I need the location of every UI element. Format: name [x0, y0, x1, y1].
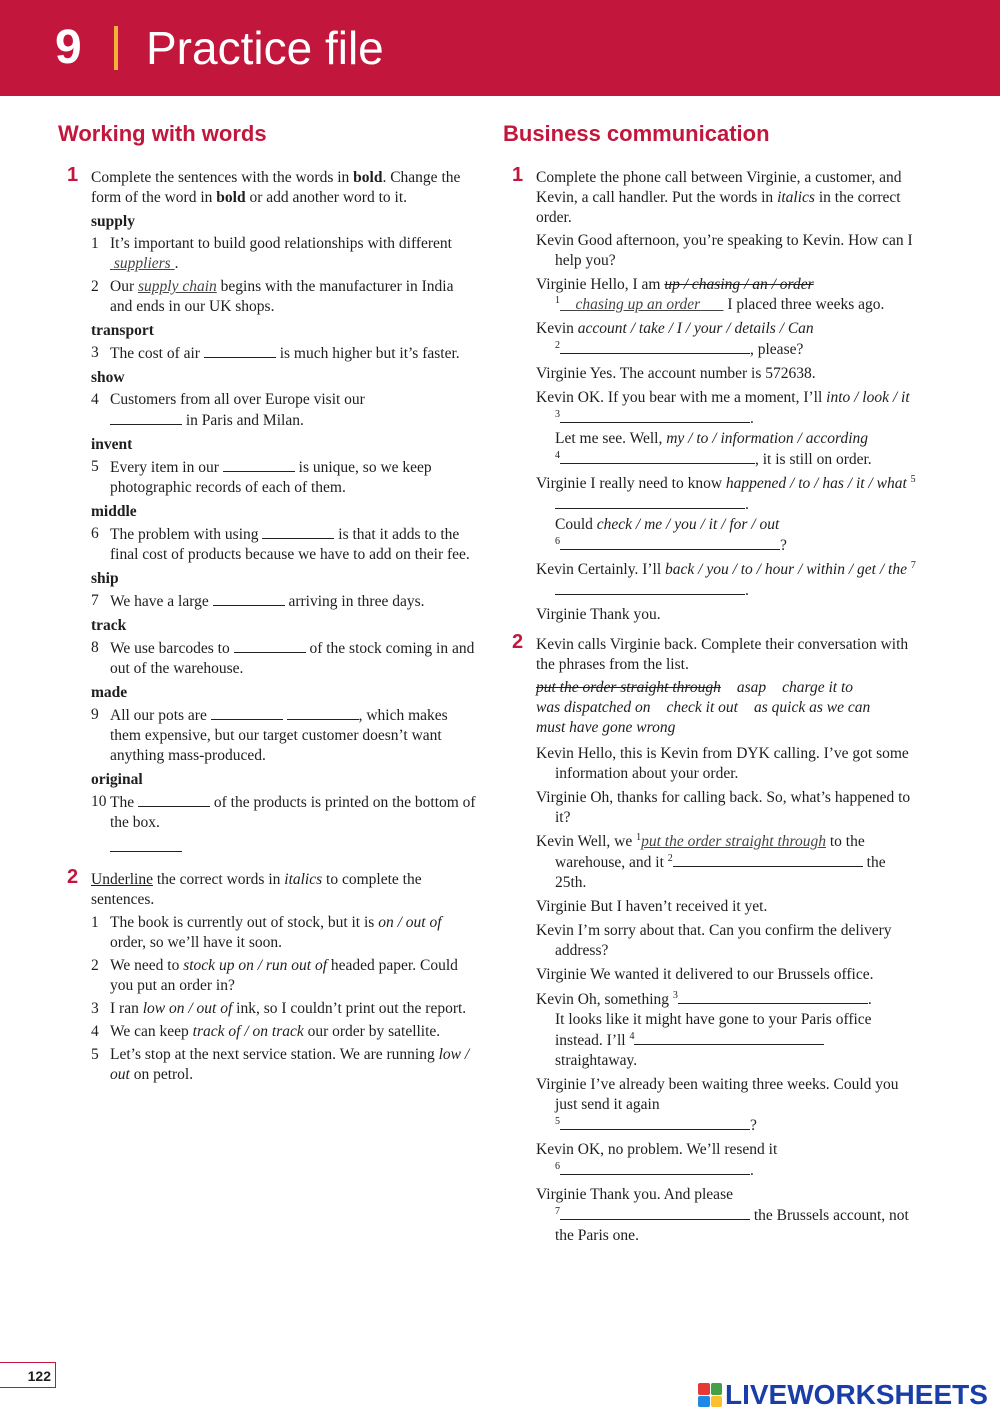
liveworksheets-logo [698, 1380, 988, 1410]
dialogue-line: Virginie I’ve already been waiting three weeks. Could you just send it again $^5$ ? [536, 1076, 899, 1134]
list-item: 1 The book is currently out of stock, but it is on / out of order, so we’ll have it soon. [91, 914, 442, 951]
list-item: 9 All our pots are , which makes them expensive, but our target customer doesn’t want anything mass-produced. [91, 706, 448, 764]
dialogue-line: Kevin OK, no problem. We’ll resend it $^6$ . [536, 1141, 778, 1179]
dialogue-line: Kevin Good afternoon, you’re speaking to Kevin. How can I help you? [536, 232, 913, 269]
phrase-list: put the order straight through asap charge it to was dispatched on check it out as quick as we can must have gone wrong [536, 679, 871, 736]
keyword: supply [91, 213, 135, 230]
right-column [503, 118, 918, 1252]
list-item: 7 We have a large arriving in three days. [91, 592, 425, 610]
option-choice[interactable]: on / out of [378, 914, 442, 931]
keyword: track [91, 617, 127, 634]
list-item: 2 We need to stock up on / run out of headed paper. Could you put an order in? [91, 957, 458, 994]
list-item: 4 Customers from all over Europe visit our in Paris and Milan. [91, 391, 365, 429]
list-item: 10 The of the products is printed on the bottom of the box. [91, 793, 476, 831]
answer-blank[interactable] [211, 705, 283, 720]
answer-field[interactable]: supply chain [137, 278, 217, 295]
dialogue-line: Virginie We wanted it delivered to our Brussels office. [536, 966, 874, 983]
page-number: 122 [0, 1362, 56, 1388]
dialogue-line: Kevin I’m sorry about that. Can you confirm the delivery address? [536, 922, 892, 959]
list-item: 2 Our supply chain begins with the manufacturer in India and ends in our UK shops. [91, 278, 454, 315]
page-title: Practice file [146, 22, 384, 74]
answer-blank[interactable] [110, 837, 182, 852]
dialogue-line: Kevin Certainly. I’ll back / you / to / hour / within / get / the $^7$. [536, 559, 916, 599]
logo-grid-icon [698, 1383, 722, 1407]
answer-blank[interactable] [287, 705, 359, 720]
unit-number: 9 [55, 21, 82, 74]
answer-blank[interactable] [262, 524, 334, 539]
list-item: 3 I ran low on / out of ink, so I couldn’t print out the report. [91, 1000, 467, 1017]
answer-blank[interactable] [560, 535, 780, 550]
dialogue-line: Kevin Hello, this is Kevin from DYK calling. I’ve got some information about your order. [536, 745, 909, 782]
answer-blank[interactable] [560, 449, 755, 464]
answer-blank[interactable] [213, 591, 285, 606]
dialogue-line: Virginie Oh, thanks for calling back. So, what’s happened to it? [536, 789, 911, 826]
exercise-2-underline [58, 866, 478, 1085]
answer-blank[interactable] [138, 792, 210, 807]
section-heading-business-communication: Business communication [503, 121, 770, 146]
answer-field[interactable]: chasing up an order [575, 296, 701, 313]
answer-blank[interactable] [234, 638, 306, 653]
exercise-number: 2 [67, 866, 79, 888]
answer-blank[interactable] [204, 343, 276, 358]
option-choice[interactable]: stock up on / run out of [183, 957, 328, 974]
answer-blank[interactable] [560, 1115, 750, 1130]
answer-blank[interactable] [560, 339, 750, 354]
option-choice[interactable]: track of / on track [192, 1023, 304, 1040]
keyword: original [91, 771, 143, 788]
keyword: ship [91, 570, 119, 587]
exercise-1-phone-call [503, 164, 918, 625]
dialogue-line: Kevin Oh, something $^3$ . It looks like it might have gone to your Paris office instead. I’ll $^4$ straightaway. [536, 989, 872, 1069]
list-item: 6 The problem with using is that it adds to the final cost of products because we have to add on their fee. [91, 525, 470, 563]
keyword: middle [91, 503, 137, 520]
answer-field[interactable]: suppliers [113, 255, 171, 272]
list-item: 1 It’s important to build good relationships with different suppliers . [91, 235, 452, 272]
answer-blank[interactable] [678, 989, 868, 1004]
header-divider [114, 26, 118, 70]
list-item: 8 We use barcodes to of the stock coming in and out of the warehouse. [91, 639, 475, 677]
list-item: 5 Let’s stop at the next service station. We are running low / out on petrol. [91, 1046, 470, 1083]
list-item: 3 The cost of air is much higher but it’s faster. [91, 344, 460, 362]
exercise-number: 1 [67, 164, 79, 186]
dialogue-line: Virginie Thank you. [536, 606, 661, 623]
exercise-instruction: Complete the sentences with the words in bold. Change the form of the word in bold or add another word to it. [91, 169, 461, 206]
exercise-number: 2 [512, 631, 524, 653]
dialogue-line: Kevin account / take / I / your / details / Can $^2$ , please? [536, 320, 814, 358]
answer-blank[interactable] [560, 1205, 750, 1220]
answer-blank[interactable] [673, 852, 863, 867]
keyword: show [91, 369, 125, 386]
exercise-2-call-back [503, 631, 918, 1246]
logo-text: LIVEWORKSHEETS [725, 1379, 988, 1410]
section-heading-working-with-words: Working with words [58, 121, 267, 146]
exercise-instruction: Underline the correct words in italics to complete the sentences. [91, 871, 422, 908]
keyword: invent [91, 436, 133, 453]
keyword: made [91, 684, 128, 701]
answer-blank[interactable] [560, 408, 750, 423]
page-header [0, 0, 1000, 96]
exercise-instruction: Complete the phone call between Virginie, a customer, and Kevin, a call handler. Put the words in italics in the correct order. [536, 169, 902, 226]
option-choice[interactable]: low on / out of [142, 1000, 233, 1017]
dialogue-line: Virginie Hello, I am up / chasing / an / order $^1$ chasing up an order I placed three weeks ago. [536, 276, 885, 313]
list-item: 5 Every item in our is unique, so we keep photographic records of each of them. [91, 458, 432, 496]
dialogue-line: Virginie Thank you. And please $^7$ the Brussels account, not the Paris one. [536, 1186, 909, 1244]
left-column [58, 118, 478, 1091]
exercise-1-words [58, 164, 478, 858]
dialogue-line: Virginie Yes. The account number is 572638. [536, 365, 816, 382]
exercise-number: 1 [512, 164, 524, 186]
list-item: 4 We can keep track of / on track our order by satellite. [91, 1023, 441, 1040]
option-choice[interactable]: low / out [110, 1046, 470, 1083]
dialogue-line: Kevin Well, we $^1$put the order straight through to the warehouse, and it $^2$ the 25th. [536, 831, 886, 891]
answer-blank[interactable] [555, 494, 745, 509]
answer-blank[interactable] [223, 457, 295, 472]
answer-blank[interactable] [555, 580, 745, 595]
answer-blank[interactable] [560, 1160, 750, 1175]
answer-blank[interactable] [110, 410, 182, 425]
answer-blank[interactable] [634, 1030, 824, 1045]
keyword: transport [91, 322, 154, 339]
dialogue-line: Kevin OK. If you bear with me a moment, I’ll into / look / it $^3$ . Let me see. Well, my / to / information / according $^4$ , it is still on order. [536, 389, 910, 468]
dialogue-line: Virginie I really need to know happened / to / has / it / what $^5$. Could check / me / you / it / for / out $^6$ ? [536, 473, 916, 554]
exercise-instruction: Kevin calls Virginie back. Complete their conversation with the phrases from the list. [536, 636, 909, 673]
answer-field[interactable]: put the order straight through [641, 833, 826, 850]
dialogue-line: Virginie But I haven’t received it yet. [536, 898, 768, 915]
list-item [91, 837, 478, 858]
